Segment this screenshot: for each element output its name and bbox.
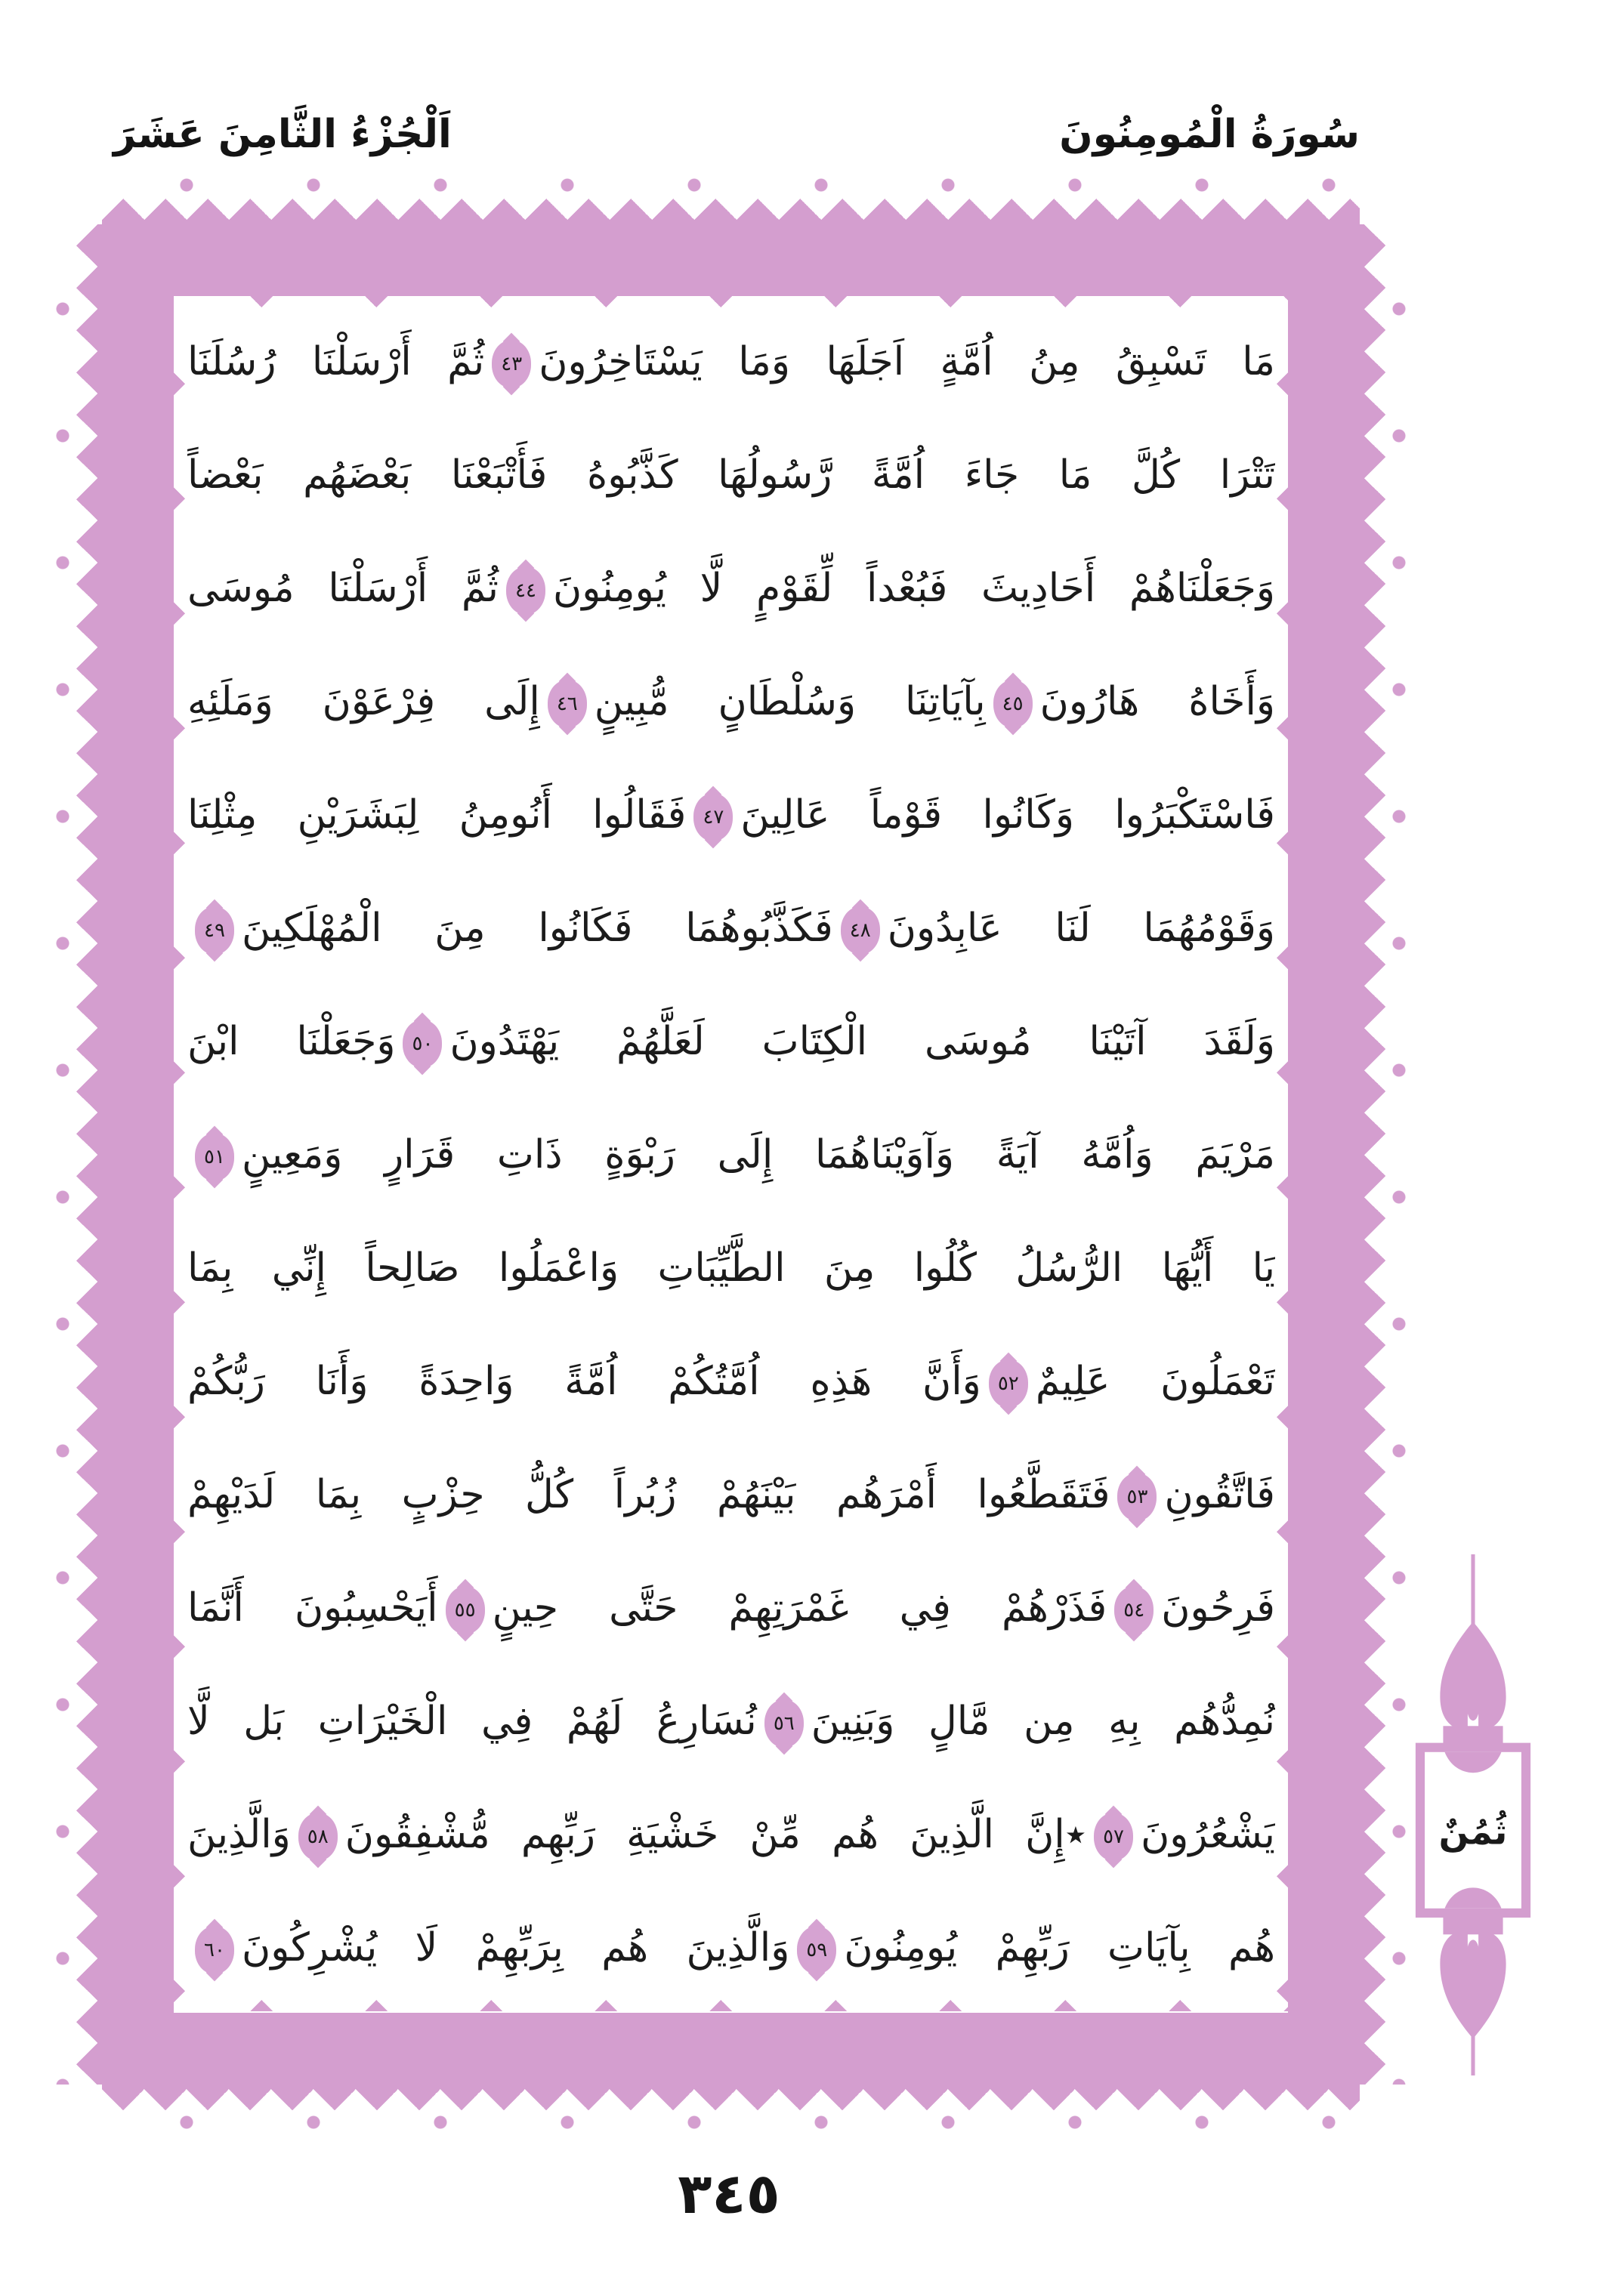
- verse-number: ٥١: [204, 1146, 225, 1168]
- quran-line: [187, 305, 1275, 418]
- ayah-text: يَا أَيُّهَا الرُّسُلُ كُلُوا مِنَ الطَّيِّبَاتِ وَاعْمَلُوا صَالِحاً إِنِّي بِمَا: [187, 1245, 1275, 1291]
- quran-line: [187, 1438, 1275, 1551]
- frame-scallops-bottom: [102, 2085, 1360, 2110]
- quran-line: [187, 1325, 1275, 1438]
- ayah-text: وَجَعَلْنَا ابْنَ: [187, 1019, 396, 1064]
- frame-scallops-left: [76, 224, 102, 2085]
- ayah-text: وَالَّذِينَ: [187, 1812, 291, 1857]
- quran-line: [187, 1211, 1275, 1325]
- verse-number: ٤٤: [515, 579, 536, 602]
- verse-number: ٥٧: [1103, 1825, 1125, 1848]
- verse-number: ٤٦: [556, 693, 578, 715]
- ayah-text: فَذَرْهُمْ فِي غَمْرَتِهِمْ حَتَّى حِينٍ: [492, 1585, 1107, 1631]
- verse-number: ٥٤: [1123, 1599, 1145, 1622]
- verse-number: ٤٩: [204, 919, 225, 942]
- quran-line: [187, 532, 1275, 645]
- quran-line: [187, 1778, 1275, 1891]
- ayah-text: مَا تَسْبِقُ مِنُ اُمَّةٍ اَجَلَهَا وَمَا يَسْتَاخِرُونَ: [539, 339, 1275, 384]
- quran-line: [187, 985, 1275, 1098]
- ayah-text: أَيَحْسِبُونَ أَنَّمَا: [187, 1585, 438, 1631]
- verse-number-badge: [548, 680, 587, 728]
- verse-number: ٥٠: [412, 1032, 434, 1055]
- verse-number-badge: [993, 680, 1033, 728]
- verse-number-badge: [841, 906, 880, 955]
- ayah-text: فَقَالُوا أَنُومِنُ لِبَشَرَيْنِ مِثْلِنَا: [187, 792, 687, 838]
- verse-number-badge: [446, 1586, 485, 1634]
- quran-line: [187, 1098, 1275, 1211]
- ayah-text: ثُمَّ أَرْسَلْنَا مُوسَى: [187, 566, 499, 611]
- verse-number-badge: [195, 1133, 234, 1181]
- ayah-text: وَأَخَاهُ هَارُونَ: [1039, 679, 1275, 724]
- ayah-text: وَأَنَّ هَذِهِ اُمَّتُكُمْ اُمَّةً وَاحِدَةً وَأَنَا رَبُّكُمْ: [187, 1359, 981, 1404]
- verse-number-badge: [506, 566, 545, 615]
- frame-scallops-top: [102, 199, 1360, 224]
- quran-line: [187, 645, 1275, 758]
- frame-inner-bumps-right: [1277, 296, 1288, 2013]
- hizb-lantern-marker: [1407, 1554, 1540, 2075]
- ayah-text: فَاتَّقُونِ: [1164, 1472, 1275, 1517]
- ayah-text: وَقَوْمُهُمَا لَنَا عَابِدُونَ: [887, 906, 1275, 951]
- verse-number-badge: [797, 1926, 836, 1974]
- ayah-text: تَتْرَا كُلَّ مَا جَاءَ اُمَّةً رَّسُولُهَا كَذَّبُوهُ فَأَتْبَعْنَا بَعْضَهُم بَعْضاً: [187, 452, 1275, 498]
- verse-number: ٥٩: [806, 1939, 828, 1961]
- ayah-text: وَجَعَلْنَاهُمْ أَحَادِيثَ فَبُعْداً لِّقَوْمٍ لَّا يُومِنُونَ: [553, 566, 1275, 611]
- verse-number-badge: [1094, 1813, 1133, 1861]
- frame-dots-left: [54, 224, 72, 2085]
- lantern-top-dome: [1440, 1622, 1506, 1730]
- lantern-bottom-collar: [1443, 1913, 1503, 1934]
- ayah-text: وَلَقَدَ آتَيْنَا مُوسَى الْكِتَابَ لَعَلَّهُمْ يَهْتَدُونَ: [449, 1019, 1275, 1064]
- ayah-text: فَكَذَّبُوهُمَا فَكَانُوا مِنَ الْمُهْلَكِينَ: [242, 906, 833, 951]
- verse-number: ٥٣: [1126, 1486, 1148, 1508]
- quran-line: [187, 1551, 1275, 1665]
- surah-header: سُورَةُ الْمُومِنُونَ: [1059, 112, 1360, 157]
- verse-number-badge: [1114, 1586, 1154, 1634]
- quran-line: [187, 1891, 1275, 2004]
- hizb-lantern-icon: [1407, 1554, 1540, 2075]
- verse-number: ٥٨: [307, 1825, 329, 1848]
- verse-number-badge: [403, 1020, 442, 1068]
- frame-scallops-right: [1360, 224, 1385, 2085]
- ayah-text: ثُمَّ أَرْسَلْنَا رُسُلَنَا: [187, 339, 485, 384]
- quran-line: [187, 418, 1275, 532]
- verse-number-badge: [195, 906, 234, 955]
- verse-number: ٤٧: [703, 806, 724, 829]
- ayah-text: ٭إِنَّ الَّذِينَ هُم مِّنْ خَشْيَةِ رَبِّهِم مُّشْفِقُونَ: [344, 1812, 1087, 1857]
- verse-number-badge: [492, 340, 531, 388]
- quran-line: [187, 758, 1275, 872]
- lantern-bottom-dome: [1440, 1930, 1506, 2038]
- verse-number-badge: [195, 1926, 234, 1974]
- frame-inner-bumps-left: [174, 296, 185, 2013]
- verse-number: ٥٢: [997, 1372, 1019, 1395]
- verse-number-badge: [989, 1359, 1028, 1408]
- frame-dots-top: [102, 176, 1360, 194]
- ayah-text: نُسَارِعُ لَهُمْ فِي الْخَيْرَاتِ بَل لَّا: [187, 1699, 757, 1744]
- verse-number-badge: [764, 1699, 804, 1748]
- ayah-text: إِلَى فِرْعَوْنَ وَمَلَئِهِ: [187, 679, 540, 724]
- verse-number: ٤٣: [501, 353, 523, 375]
- ayah-text: هُم بِآيَاتِ رَبِّهِمْ يُومِنُونَ: [844, 1925, 1275, 1970]
- ayah-text: تَعْمَلُونَ عَلِيمٌ: [1035, 1359, 1275, 1404]
- quran-line: [187, 872, 1275, 985]
- verse-number: ٤٨: [849, 919, 871, 942]
- ayah-text: وَالَّذِينَ هُم بِرَبِّهِمْ لَا يُشْرِكُونَ: [242, 1925, 790, 1970]
- verse-number: ٥٥: [454, 1599, 476, 1622]
- page-number: ٣٤٥: [678, 2162, 780, 2227]
- ayah-text: نُمِدُّهُم بِهِ مِن مَّالٍ وَبَنِينَ: [811, 1699, 1275, 1744]
- verse-number-badge: [1117, 1473, 1157, 1521]
- ayah-text: فَتَقَطَّعُوا أَمْرَهُم بَيْنَهُمْ زُبُراً كُلُّ حِزْبٍ بِمَا لَدَيْهِمْ: [187, 1472, 1110, 1517]
- verse-number-badge: [298, 1813, 338, 1861]
- ayah-text: فَاسْتَكْبَرُوا وَكَانُوا قَوْماً عَالِينَ: [740, 792, 1275, 838]
- frame-dots-bottom: [102, 2113, 1360, 2131]
- quran-lines: [187, 305, 1275, 2008]
- verse-number: ٤٥: [1002, 693, 1024, 715]
- ayah-text: يَشْعُرُونَ: [1141, 1812, 1275, 1857]
- ayah-text: بِآيَاتِنَا وَسُلْطَانٍ مُّبِينٍ: [594, 679, 986, 724]
- ayah-text: مَرْيَمَ وَاُمَّهُ آيَةً وَآوَيْنَاهُمَا إِلَى رَبْوَةٍ ذَاتِ قَرَارٍ وَمَعِينٍ: [242, 1132, 1275, 1177]
- ayah-text: فَرِحُونَ: [1161, 1585, 1275, 1631]
- juz-header: اَلْجُزْءُ الثَّامِنَ عَشَرَ: [113, 112, 452, 157]
- verse-number: ٥٦: [773, 1712, 795, 1735]
- hizb-marker-label: ثُمُنٌ: [1438, 1812, 1508, 1853]
- quran-line: [187, 1665, 1275, 1778]
- verse-number: ٦٠: [204, 1939, 225, 1961]
- frame-dots-right: [1390, 224, 1408, 2085]
- verse-number-badge: [693, 793, 733, 841]
